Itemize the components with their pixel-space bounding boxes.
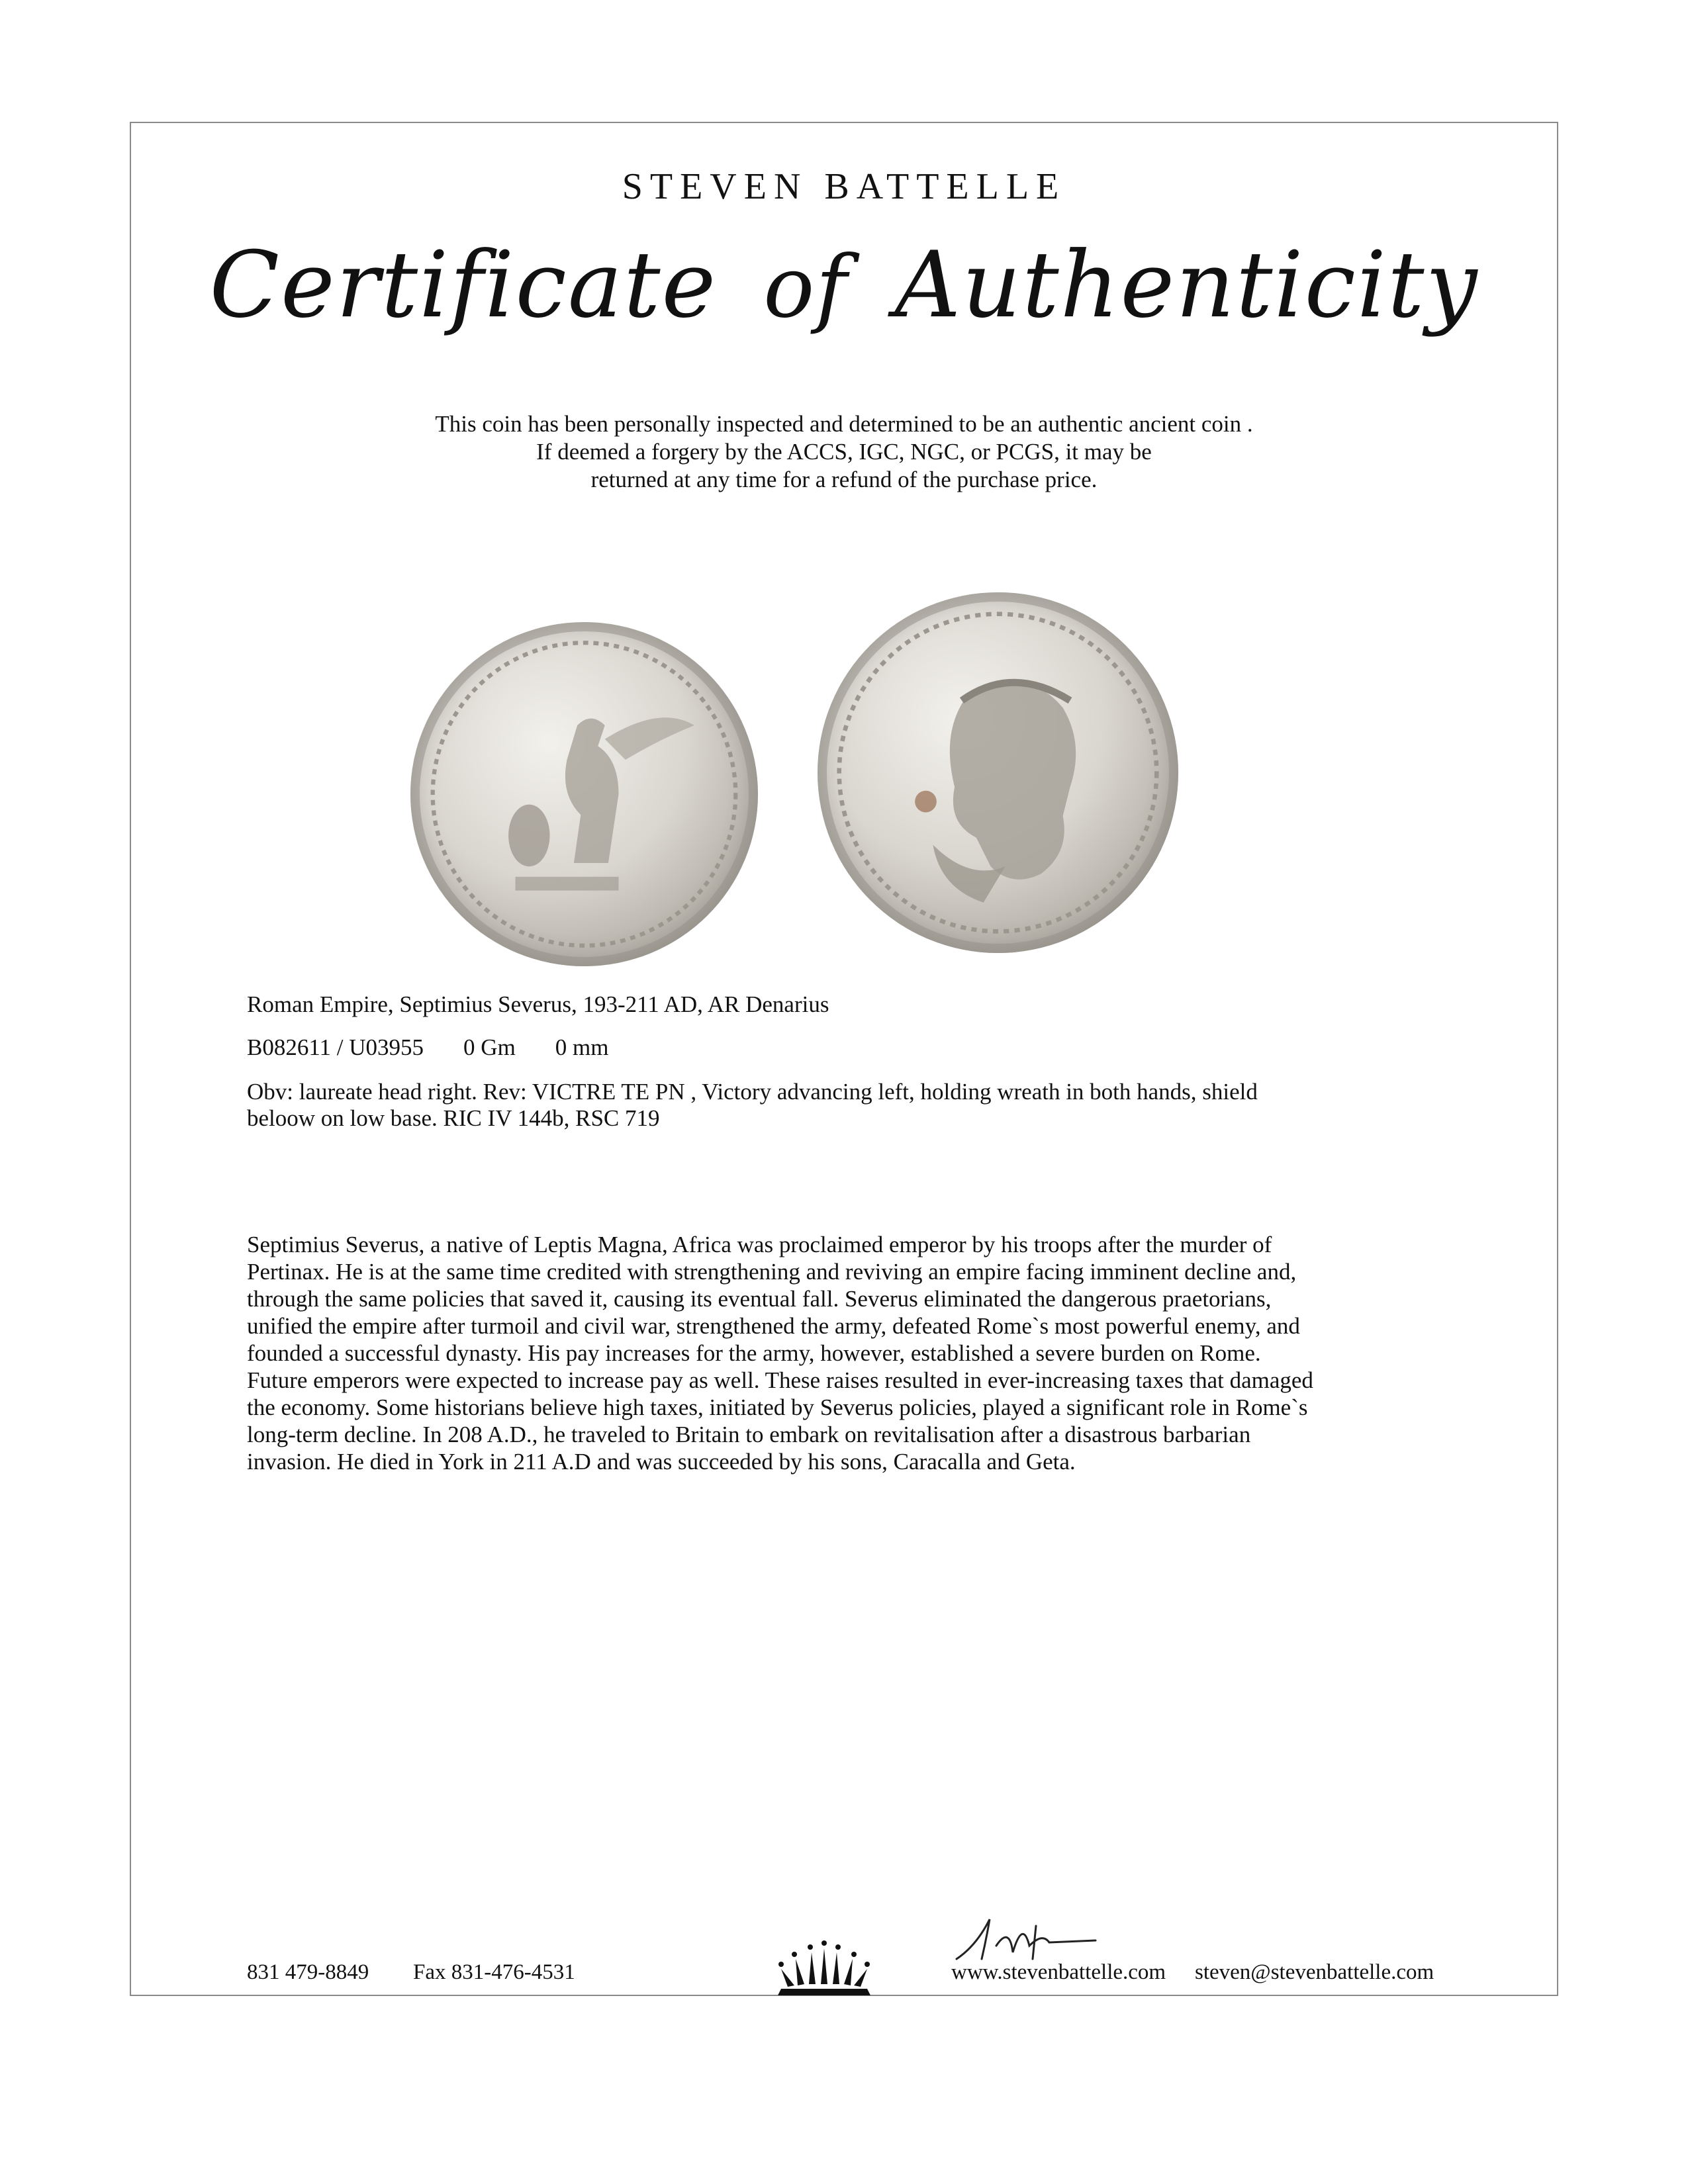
- guarantee-line: returned at any time for a refund of the purchase price.: [590, 467, 1098, 492]
- coin-description-line: Obv: laureate head right. Rev: VICTRE TE PN , Victory advancing left, holding wreath in both hands, shield: [247, 1079, 1258, 1105]
- coin-title: Roman Empire, Septimius Severus, 193-211 AD, AR Denarius: [247, 991, 829, 1017]
- bio-line: founded a successful dynasty. His pay increases for the army, however, established a severe burden on Rome.: [247, 1340, 1261, 1366]
- coin-description: [247, 1079, 1258, 1132]
- bio-line: the economy. Some historians believe high taxes, initiated by Severus policies, played a significant role in Rome`s: [247, 1394, 1308, 1420]
- bio-line: Pertinax. He is at the same time credited with strengthening and reviving an empire facing imminent decline and,: [247, 1259, 1297, 1285]
- emperor-portrait-icon: [818, 592, 1178, 953]
- brand-name: STEVEN BATTELLE: [622, 166, 1066, 207]
- guarantee-line: If deemed a forgery by the ACCS, IGC, NGC, or PCGS, it may be: [536, 439, 1152, 465]
- coin-reverse-image: [410, 622, 758, 966]
- coin-diameter: 0 mm: [555, 1034, 609, 1060]
- bio-line: unified the empire after turmoil and civil war, strengthened the army, defeated Rome`s most powerful enemy, and: [247, 1313, 1300, 1339]
- coin-weight: 0 Gm: [463, 1034, 516, 1060]
- footer-email[interactable]: steven@stevenbattelle.com: [1195, 1960, 1434, 1984]
- coin-id: B082611 / U03955: [247, 1034, 424, 1060]
- coin-obverse-image: [818, 592, 1178, 953]
- title-of: of: [763, 238, 849, 337]
- sunburst-logo-icon: [768, 1933, 880, 2002]
- footer-fax: Fax 831-476-4531: [413, 1960, 575, 1984]
- footer-website[interactable]: www.stevenbattelle.com: [951, 1960, 1166, 1984]
- bio-line: through the same policies that saved it, causing its eventual fall. Severus eliminated the dangerous praetorians,: [247, 1286, 1272, 1312]
- title-authenticity: Authenticity: [894, 232, 1479, 338]
- bio-line: long-term decline. In 208 A.D., he traveled to Britain to embark on revitalisation after a disastrous barbarian: [247, 1422, 1251, 1447]
- coin-description-line: beloow on low base. RIC IV 144b, RSC 719: [247, 1105, 660, 1131]
- signature-icon: [950, 1906, 1102, 1966]
- certificate-title: [0, 232, 1688, 338]
- guarantee-statement: [0, 410, 1688, 494]
- coin-details: [247, 1034, 649, 1061]
- bio-line: Septimius Severus, a native of Leptis Magna, Africa was proclaimed emperor by his troops after the murder of: [247, 1232, 1272, 1257]
- bio-line: invasion. He died in York in 211 A.D and was succeeded by his sons, Caracalla and Geta.: [247, 1449, 1076, 1475]
- victory-figure-icon: [410, 622, 758, 966]
- footer-phone: 831 479-8849: [247, 1960, 369, 1984]
- bio-line: Future emperors were expected to increase pay as well. These raises resulted in ever-increasing taxes that damaged: [247, 1367, 1313, 1393]
- title-certificate: Certificate: [209, 232, 718, 338]
- guarantee-line: This coin has been personally inspected and determined to be an authentic ancient coin .: [435, 411, 1253, 437]
- historical-biography: [247, 1231, 1313, 1475]
